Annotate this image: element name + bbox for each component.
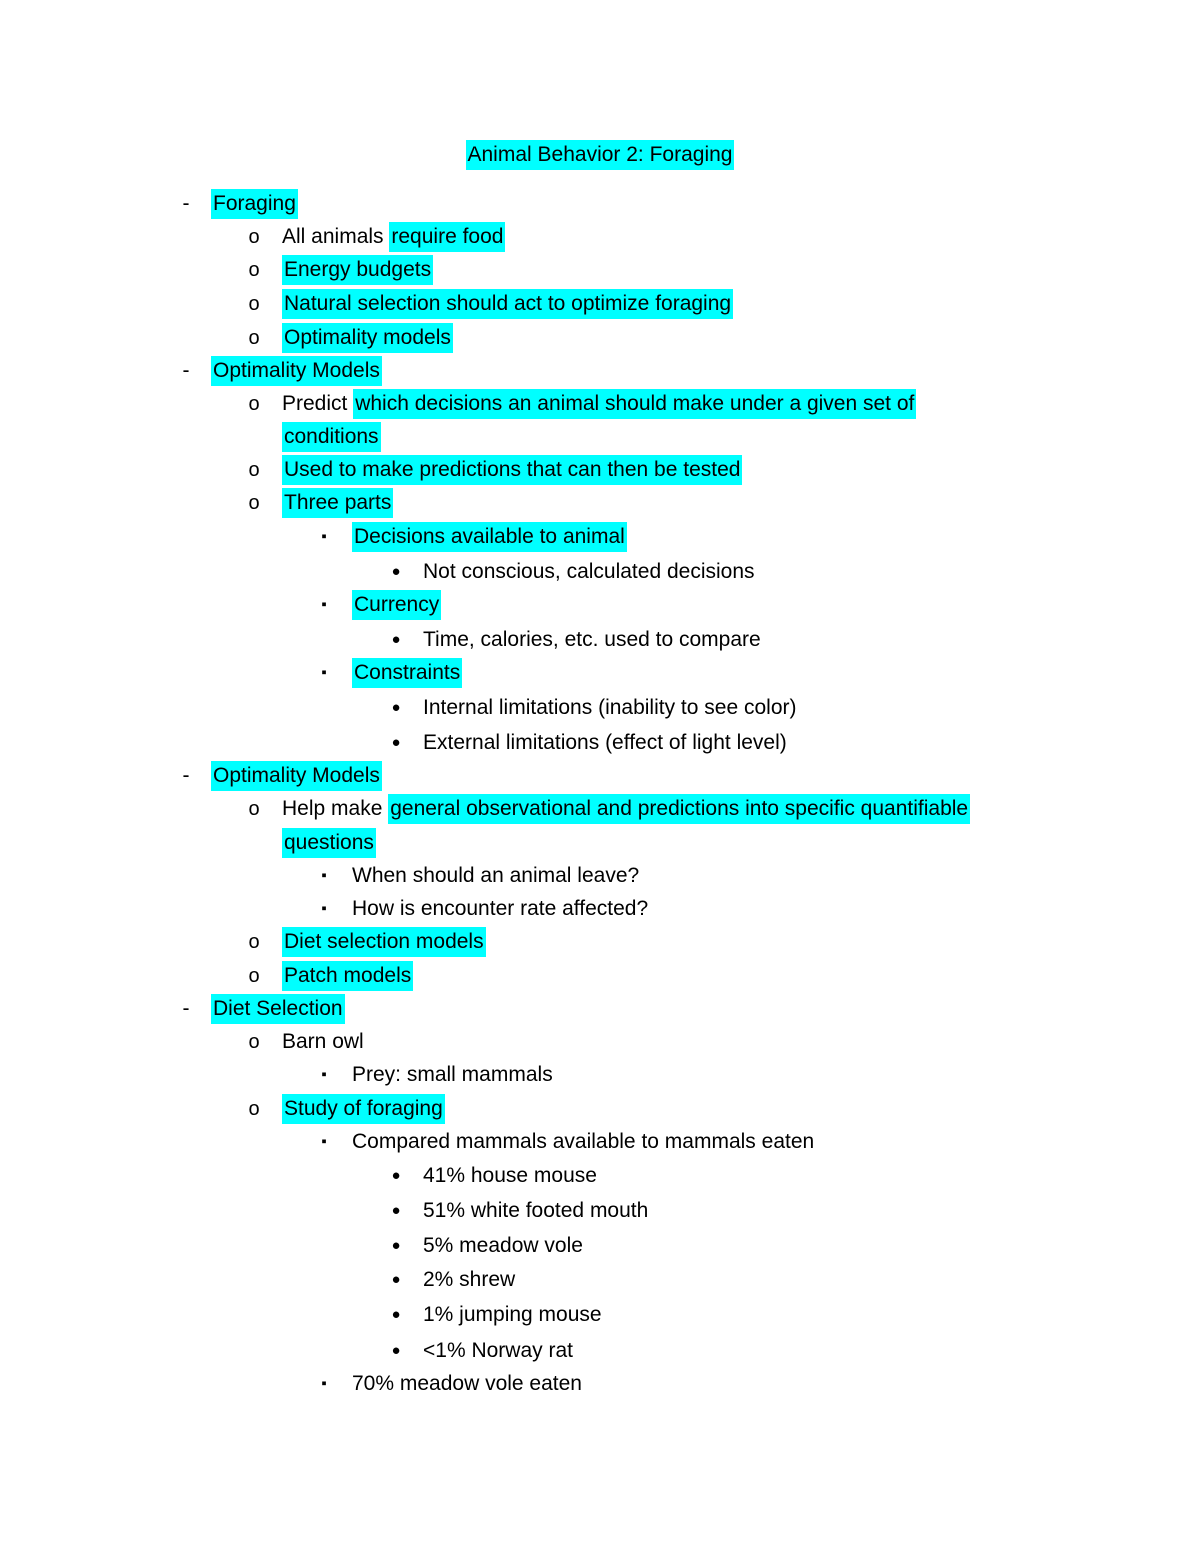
highlighted-text: Currency (352, 590, 441, 620)
disc-bullet-icon: ● (391, 1342, 401, 1359)
outline-item-text (282, 1094, 445, 1124)
circle-bullet-icon: o (248, 327, 260, 349)
circle-bullet-icon: o (248, 226, 260, 248)
outline-item (0, 693, 1200, 727)
square-bullet-icon: ▪ (321, 1133, 327, 1150)
circle-bullet-icon: o (248, 459, 260, 481)
square-bullet-icon: ▪ (321, 1375, 327, 1392)
outline-item (0, 961, 1200, 995)
outline-item-text (282, 289, 733, 319)
highlighted-text: Optimality Models (211, 356, 382, 386)
outline-item-text (423, 1265, 515, 1295)
disc-bullet-icon: ● (391, 1202, 401, 1219)
outline-item-text (352, 1060, 553, 1090)
outline-item-text (423, 1196, 648, 1226)
outline-item (0, 794, 1200, 828)
outline-item (0, 189, 1200, 223)
highlighted-text: general observational and predictions into specific quantifiable (388, 794, 970, 824)
circle-bullet-icon: o (248, 259, 260, 281)
highlighted-text: Study of foraging (282, 1094, 445, 1124)
plain-text: 5% meadow vole (423, 1234, 583, 1257)
dash-bullet-icon: - (182, 359, 190, 382)
highlighted-text: Optimality Models (211, 761, 382, 791)
outline-item (0, 1231, 1200, 1265)
square-bullet-icon: ▪ (321, 528, 327, 545)
outline-item-text (423, 1231, 583, 1261)
disc-bullet-icon: ● (391, 631, 401, 648)
outline-item (0, 289, 1200, 323)
highlighted-text: Used to make predictions that can then be tested (282, 455, 742, 485)
plain-text: 51% white footed mouth (423, 1199, 649, 1222)
outline-item-text (423, 1300, 602, 1330)
highlighted-text: Patch models (282, 961, 413, 991)
outline-item (0, 625, 1200, 659)
plain-text: Internal limitations (inability to see color) (423, 696, 797, 719)
outline-item-text (282, 794, 970, 824)
outline-item-text (423, 625, 761, 655)
square-bullet-icon: ▪ (321, 867, 327, 884)
disc-bullet-icon: ● (391, 1306, 401, 1323)
plain-text: Compared mammals available to mammals eaten (352, 1130, 815, 1153)
highlighted-text: Diet selection models (282, 927, 486, 957)
plain-text: Not conscious, calculated decisions (423, 560, 755, 583)
outline-item (0, 1300, 1200, 1334)
outline-item-text (282, 927, 486, 957)
outline-item-text (352, 1127, 814, 1157)
outline-item (0, 1161, 1200, 1195)
disc-bullet-icon: ● (391, 563, 401, 580)
outline-item (0, 255, 1200, 289)
outline-item (0, 1127, 1200, 1161)
dash-bullet-icon: - (182, 764, 190, 787)
highlighted-text: Natural selection should act to optimize foraging (282, 289, 733, 319)
disc-bullet-icon: ● (391, 699, 401, 716)
highlighted-text: which decisions an animal should make under a given set of (353, 389, 916, 419)
square-bullet-icon: ▪ (321, 1066, 327, 1083)
outline-item (0, 356, 1200, 390)
plain-text: How is encounter rate affected? (352, 897, 649, 920)
outline-item-text (282, 1027, 364, 1057)
disc-bullet-icon: ● (391, 734, 401, 751)
outline-item-text (352, 894, 648, 924)
plain-text: All animals (282, 225, 390, 248)
outline-item-text (352, 658, 462, 688)
highlighted-text: Foraging (211, 189, 298, 219)
plain-text: Time, calories, etc. used to compare (423, 628, 761, 651)
outline-item-text (211, 356, 382, 386)
outline-item (0, 927, 1200, 961)
outline-item (0, 894, 1200, 928)
plain-text: External limitations (effect of light level) (423, 731, 787, 754)
plain-text: 70% meadow vole eaten (352, 1372, 582, 1395)
outline-item-text (211, 994, 345, 1024)
highlighted-text: questions (282, 828, 376, 858)
outline-item (0, 1336, 1200, 1370)
outline-item (0, 1060, 1200, 1094)
disc-bullet-icon: ● (391, 1167, 401, 1184)
outline-item (0, 422, 1200, 456)
outline-item-text (282, 323, 453, 353)
plain-text: Predict (282, 392, 354, 415)
highlighted-text: Diet Selection (211, 994, 345, 1024)
outline-item-text (282, 961, 413, 991)
disc-bullet-icon: ● (391, 1237, 401, 1254)
plain-text: Help make (282, 797, 389, 820)
outline-item-text (282, 422, 381, 452)
outline-item-text (211, 761, 382, 791)
circle-bullet-icon: o (248, 965, 260, 987)
highlighted-text: Three parts (282, 488, 393, 518)
outline-item (0, 861, 1200, 895)
plain-text: Prey: small mammals (352, 1063, 553, 1086)
outline-item-text (423, 557, 755, 587)
highlighted-text: Decisions available to animal (352, 522, 627, 552)
highlighted-text: conditions (282, 422, 381, 452)
square-bullet-icon: ▪ (321, 596, 327, 613)
plain-text: 1% jumping mouse (423, 1303, 602, 1326)
outline-item (0, 323, 1200, 357)
circle-bullet-icon: o (248, 1098, 260, 1120)
outline-item-text (352, 861, 639, 891)
outline-item-text (211, 189, 298, 219)
highlighted-text: require food (389, 222, 505, 252)
circle-bullet-icon: o (248, 293, 260, 315)
outline-item (0, 761, 1200, 795)
circle-bullet-icon: o (248, 393, 260, 415)
highlighted-text: Optimality models (282, 323, 453, 353)
plain-text: <1% Norway rat (423, 1339, 573, 1362)
square-bullet-icon: ▪ (321, 664, 327, 681)
circle-bullet-icon: o (248, 798, 260, 820)
circle-bullet-icon: o (248, 492, 260, 514)
outline-item-text (282, 255, 433, 285)
outline-item (0, 994, 1200, 1028)
outline-item (0, 828, 1200, 862)
disc-bullet-icon: ● (391, 1271, 401, 1288)
outline-item (0, 455, 1200, 489)
outline-item (0, 522, 1200, 556)
outline-item-text (282, 455, 742, 485)
outline-item (0, 590, 1200, 624)
plain-text: 2% shrew (423, 1268, 516, 1291)
outline-item-text (423, 1336, 573, 1366)
outline-item (0, 658, 1200, 692)
outline-item-text (282, 222, 505, 252)
outline-item (0, 728, 1200, 762)
outline-item-text (282, 488, 393, 518)
outline-item-text (423, 728, 787, 758)
outline-item (0, 222, 1200, 256)
dash-bullet-icon: - (182, 997, 190, 1020)
outline-item (0, 1094, 1200, 1128)
outline-item (0, 1369, 1200, 1403)
plain-text: When should an animal leave? (352, 864, 640, 887)
outline-item-text (352, 522, 627, 552)
circle-bullet-icon: o (248, 1031, 260, 1053)
outline-item-text (423, 693, 797, 723)
highlighted-text: Constraints (352, 658, 462, 688)
circle-bullet-icon: o (248, 931, 260, 953)
outline-item (0, 389, 1200, 423)
highlighted-text: Energy budgets (282, 255, 433, 285)
dash-bullet-icon: - (182, 192, 190, 215)
outline-item (0, 557, 1200, 591)
outline-item (0, 1265, 1200, 1299)
outline-item (0, 1196, 1200, 1230)
outline-item-text (282, 828, 376, 858)
outline-item-text (282, 389, 916, 419)
plain-text: 41% house mouse (423, 1164, 597, 1187)
outline-item-text (423, 1161, 597, 1191)
square-bullet-icon: ▪ (321, 900, 327, 917)
outline-item (0, 488, 1200, 522)
outline-item-text (352, 590, 441, 620)
document-title (0, 140, 1200, 170)
document-title-text: Animal Behavior 2: Foraging (466, 140, 735, 170)
outline-item (0, 1027, 1200, 1061)
outline-item-text (352, 1369, 582, 1399)
plain-text: Barn owl (282, 1030, 364, 1053)
